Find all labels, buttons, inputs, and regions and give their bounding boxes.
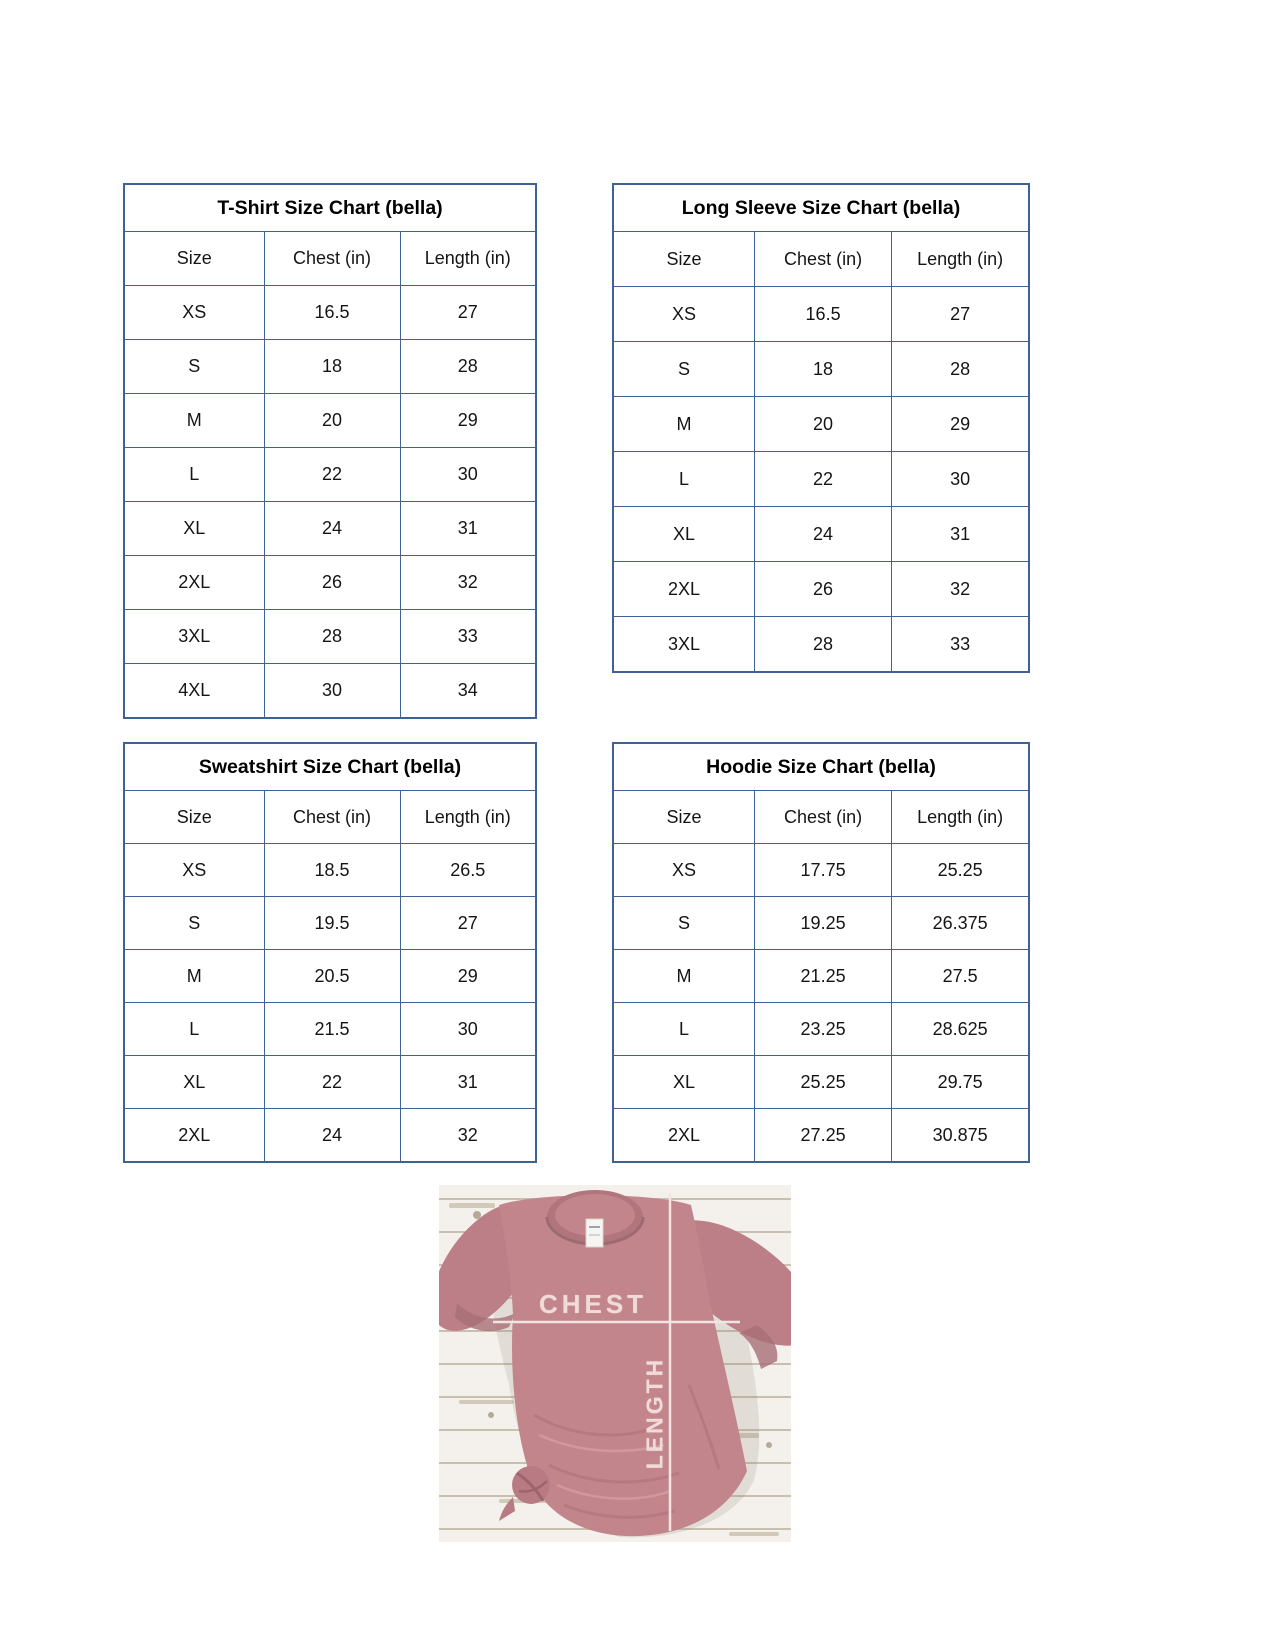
table-row	[613, 617, 1029, 673]
table-cell: 16.5	[264, 286, 400, 340]
table-cell: 4XL	[124, 664, 264, 719]
table-row	[613, 1056, 1029, 1109]
longsleeve-size-table	[612, 183, 1030, 673]
table-cell: 18	[264, 340, 400, 394]
table-cell: 22	[264, 1056, 400, 1109]
table-cell: 18	[754, 342, 891, 397]
table-cell: 34	[400, 664, 536, 719]
table-cell: 32	[400, 556, 536, 610]
table-row	[124, 286, 536, 340]
table-cell: 20	[754, 397, 891, 452]
table-title: Long Sleeve Size Chart (bella)	[613, 184, 1029, 232]
column-header: Size	[613, 232, 754, 287]
table-cell: 30	[400, 1003, 536, 1056]
table-title-row	[124, 184, 536, 232]
table-cell: 33	[400, 610, 536, 664]
table-row	[613, 452, 1029, 507]
table-row	[124, 950, 536, 1003]
table-row	[124, 556, 536, 610]
table-cell: 25.25	[892, 844, 1029, 897]
table-cell: 26.375	[892, 897, 1029, 950]
table-cell: L	[613, 1003, 754, 1056]
table-title-row	[613, 743, 1029, 791]
table-row	[124, 448, 536, 502]
table-row	[613, 1109, 1029, 1163]
table-cell: 24	[264, 502, 400, 556]
table-cell: 22	[754, 452, 891, 507]
table-cell: 21.25	[754, 950, 891, 1003]
column-header: Chest (in)	[754, 791, 891, 844]
table-cell: S	[613, 342, 754, 397]
table-row	[124, 897, 536, 950]
table-row	[613, 1003, 1029, 1056]
table-title: T-Shirt Size Chart (bella)	[124, 184, 536, 232]
length-label: LENGTH	[641, 1356, 668, 1470]
table-cell: XS	[124, 844, 264, 897]
table-cell: 32	[892, 562, 1029, 617]
table-cell: 29	[892, 397, 1029, 452]
neck-label	[586, 1219, 603, 1247]
table-cell: L	[124, 448, 264, 502]
table-cell: 27	[892, 287, 1029, 342]
table-cell: 2XL	[124, 556, 264, 610]
table-cell: 32	[400, 1109, 536, 1163]
column-header: Chest (in)	[264, 232, 400, 286]
table-cell: 16.5	[754, 287, 891, 342]
table-row	[613, 562, 1029, 617]
table-cell: M	[613, 950, 754, 1003]
table-title-row	[124, 743, 536, 791]
column-header: Chest (in)	[264, 791, 400, 844]
table-header-row	[613, 791, 1029, 844]
table-row	[613, 950, 1029, 1003]
table-cell: 29.75	[892, 1056, 1029, 1109]
table-cell: 27	[400, 897, 536, 950]
table-title-row	[613, 184, 1029, 232]
table-cell: 30	[400, 448, 536, 502]
table-cell: 24	[264, 1109, 400, 1163]
table-cell: 27.25	[754, 1109, 891, 1163]
table-cell: 25.25	[754, 1056, 891, 1109]
table-cell: 21.5	[264, 1003, 400, 1056]
table-cell: 2XL	[124, 1109, 264, 1163]
table-row	[124, 610, 536, 664]
table-cell: L	[613, 452, 754, 507]
table-cell: 26.5	[400, 844, 536, 897]
table-row	[124, 844, 536, 897]
tshirt-photo	[439, 1185, 791, 1542]
table-cell: 28	[400, 340, 536, 394]
table-cell: 2XL	[613, 1109, 754, 1163]
table-cell: 22	[264, 448, 400, 502]
table-cell: 28	[892, 342, 1029, 397]
table-row	[613, 897, 1029, 950]
table-cell: XS	[613, 844, 754, 897]
table-cell: 27.5	[892, 950, 1029, 1003]
hoodie-size-table	[612, 742, 1030, 1163]
table-cell: 31	[400, 502, 536, 556]
table-cell: XS	[124, 286, 264, 340]
table-row	[124, 1003, 536, 1056]
table-cell: 31	[400, 1056, 536, 1109]
table-title: Sweatshirt Size Chart (bella)	[124, 743, 536, 791]
table-row	[124, 394, 536, 448]
table-row	[124, 340, 536, 394]
table-cell: 33	[892, 617, 1029, 673]
table-cell: XL	[124, 502, 264, 556]
table-row	[613, 342, 1029, 397]
table-cell: 27	[400, 286, 536, 340]
table-row	[124, 1056, 536, 1109]
column-header: Length (in)	[892, 791, 1029, 844]
table-cell: S	[124, 340, 264, 394]
table-cell: 20	[264, 394, 400, 448]
table-row	[613, 397, 1029, 452]
table-cell: 28	[754, 617, 891, 673]
table-cell: 31	[892, 507, 1029, 562]
table-cell: 19.5	[264, 897, 400, 950]
table-header-row	[124, 232, 536, 286]
table-row	[613, 844, 1029, 897]
table-row	[124, 664, 536, 719]
table-cell: 17.75	[754, 844, 891, 897]
tshirt-size-table	[123, 183, 537, 719]
table-cell: XL	[613, 1056, 754, 1109]
table-cell: 30	[892, 452, 1029, 507]
column-header: Length (in)	[892, 232, 1029, 287]
table-row	[613, 507, 1029, 562]
table-cell: 3XL	[613, 617, 754, 673]
table-cell: 29	[400, 394, 536, 448]
table-row	[124, 502, 536, 556]
table-cell: 19.25	[754, 897, 891, 950]
table-cell: M	[124, 394, 264, 448]
chest-label: CHEST	[538, 1289, 648, 1319]
column-header: Size	[124, 791, 264, 844]
tshirt-photo-graphic	[439, 1185, 791, 1542]
table-cell: 30	[264, 664, 400, 719]
table-title: Hoodie Size Chart (bella)	[613, 743, 1029, 791]
table-cell: XS	[613, 287, 754, 342]
sweatshirt-size-table	[123, 742, 537, 1163]
column-header: Length (in)	[400, 232, 536, 286]
table-cell: 28	[264, 610, 400, 664]
table-cell: M	[613, 397, 754, 452]
column-header: Size	[613, 791, 754, 844]
table-cell: 26	[754, 562, 891, 617]
column-header: Chest (in)	[754, 232, 891, 287]
table-row	[613, 287, 1029, 342]
table-header-row	[613, 232, 1029, 287]
table-cell: 30.875	[892, 1109, 1029, 1163]
table-cell: 29	[400, 950, 536, 1003]
table-cell: 23.25	[754, 1003, 891, 1056]
table-cell: S	[124, 897, 264, 950]
table-cell: XL	[613, 507, 754, 562]
table-cell: 26	[264, 556, 400, 610]
table-header-row	[124, 791, 536, 844]
table-cell: M	[124, 950, 264, 1003]
table-cell: 24	[754, 507, 891, 562]
table-cell: L	[124, 1003, 264, 1056]
column-header: Size	[124, 232, 264, 286]
table-cell: XL	[124, 1056, 264, 1109]
table-cell: 20.5	[264, 950, 400, 1003]
table-cell: 2XL	[613, 562, 754, 617]
column-header: Length (in)	[400, 791, 536, 844]
table-row	[124, 1109, 536, 1163]
table-cell: 3XL	[124, 610, 264, 664]
table-cell: S	[613, 897, 754, 950]
table-cell: 18.5	[264, 844, 400, 897]
table-cell: 28.625	[892, 1003, 1029, 1056]
